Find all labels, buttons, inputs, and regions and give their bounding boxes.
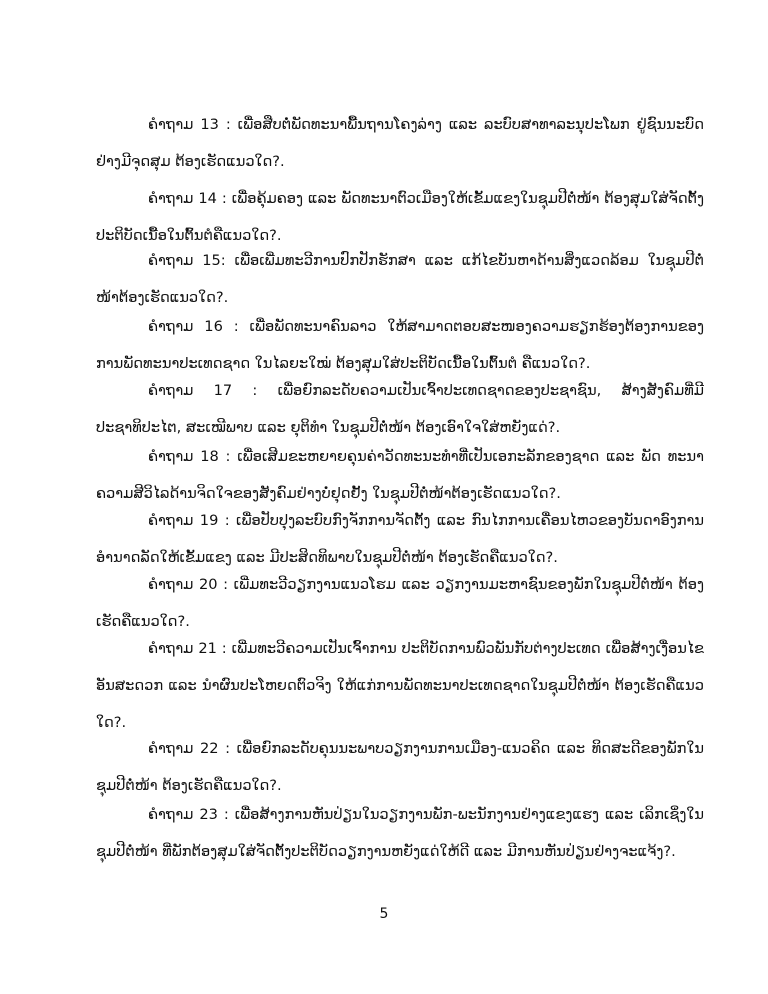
- question-22: ຄຳຖາມ 22 : ເພື່ອຍົກລະດັບຄຸນນະພາບວຽກງານການເມືອງ-ແນວຄິດ ແລະ ທິດສະດີຂອງພັກໃນຊຸມປີຕໍ່ໜ້າ ຕ້ອງເຮັດຄືແນວໃດ?.: [96, 740, 704, 794]
- question-15: ຄຳຖາມ 15: ເພື່ອເພີ່ມທະວີການປົກປັກຮັກສາ ແລະ ແກ້ໄຂບັນຫາດ້ານສິ່ງແວດລ້ອມ ໃນຊຸມປີຕໍ່ໜ້າຕ້ອງເຮັດແນວໃດ?.: [96, 252, 704, 306]
- question-17: ຄຳຖາມ 17 : ເພື່ອຍົກລະດັບຄວາມເປັນເຈົ້າປະເທດຊາດຂອງປະຊາຊົນ, ສ້າງສັງຄົມທີ່ມີປະຊາທິປະໄຕ, ສະເໝີພາບ ແລະ ຍຸຕິທຳ ໃນຊຸມປີຕໍ່ໜ້າ ຕ້ອງເອົາໃຈໃສ່ຫຍັງແດ່?.: [96, 382, 704, 436]
- question-20: ຄຳຖາມ 20 : ເພີ່ມທະວີວຽກງານແນວໂຮມ ແລະ ວຽກງານມະຫາຊົນຂອງພັກໃນຊຸມປີຕໍ່ໜ້າ ຕ້ອງເຮັດຄືແນວໃດ?.: [96, 576, 704, 630]
- question-19: ຄຳຖາມ 19 : ເພື່ອປັບປຸງລະບົບກົງຈັກການຈັດຕັ້ງ ແລະ ກົນໄກການເຄື່ອນໄຫວຂອງບັນດາອົງການອຳນາດລັດໃຫ້ເຂັ້ມແຂງ ແລະ ມີປະສິດທິພາບໃນຊຸມປີຕໍ່ໜ້າ ຕ້ອງເຮັດຄືແນວໃດ?.: [96, 512, 704, 566]
- question-23: ຄຳຖາມ 23 : ເພື່ອສ້າງການຫັນປ່ຽນໃນວຽກງານພັກ-ພະນັກງານຢ່າງແຂງແຮງ ແລະ ເລິກເຊິ່ງໃນຊຸມປີຕໍ່ໜ້າ ທີ່ພັກຕ້ອງສຸມໃສ່ຈັດຕັ້ງປະຕິບັດວຽກງານຫຍັງແດ່ໃຫ້ດີ ແລະ ມີການຫັນປ່ຽນຢ່າງຈະແຈ້ງ?.: [96, 806, 704, 860]
- question-16: ຄຳຖາມ 16 : ເພື່ອພັດທະນາຄົນລາວ ໃຫ້ສາມາດຕອບສະໜອງຄວາມຮຽກຮ້ອງຕ້ອງການຂອງການພັດທະນາປະເທດຊາດ ໃນໄລຍະໃໝ່ ຕ້ອງສຸມໃສ່ປະຕິບັດເນື້ອໃນຕົ້ນຕໍ ຄືແນວໃດ?.: [96, 318, 704, 372]
- question-14: ຄຳຖາມ 14 : ເພື່ອຄຸ້ມຄອງ ແລະ ພັດທະນາຕົວເມືອງໃຫ້ເຂັ້ມແຂງໃນຊຸມປີຕໍ່ໜ້າ ຕ້ອງສຸມໃສ່ຈັດຕັ້ງປະຕິບັດເນື້ອໃນຕົ້ນຕໍຄືແນວໃດ?.: [96, 190, 704, 244]
- question-13: ຄຳຖາມ 13 : ເພື່ອສືບຕໍ່ພັດທະນາພື້ນຖານໂຄງລ່າງ ແລະ ລະບົບສາທາລະນຸປະໂພກ ຢູ່ຊົນນະບົດຢ່າງມີຈຸດສຸມ ຕ້ອງເຮັດແນວໃດ?.: [96, 116, 704, 170]
- page-number: 5: [379, 906, 389, 922]
- question-18: ຄຳຖາມ 18 : ເພື່ອເສີມຂະຫຍາຍຄຸນຄ່າວັດທະນະທຳທີ່ເປັນເອກະລັກຂອງຊາດ ແລະ ພັດ ທະນາຄວາມສີວິໄລດ້ານຈິດໃຈຂອງສັງຄົມຢ່າງບໍ່ຢຸດຢັ້ງ ໃນຊຸມປີຕໍ່ໜ້າຕ້ອງເຮັດແນວໃດ?.: [96, 448, 704, 502]
- question-21: ຄຳຖາມ 21 : ເພີ່ມທະວີຄວາມເປັນເຈົ້າການ ປະຕິບັດການພົວພັນກັບຕ່າງປະເທດ ເພື່ອສ້າງເງື່ອນໄຂອັນສະດວກ ແລະ ນຳຜົນປະໂຫຍດຕົວຈິງ ໃຫ້ແກ່ການພັດທະນາປະເທດຊາດໃນຊຸມປີຕໍ່ໜ້າ ຕ້ອງເຮັດຄືແນວໃດ?.: [96, 640, 704, 731]
